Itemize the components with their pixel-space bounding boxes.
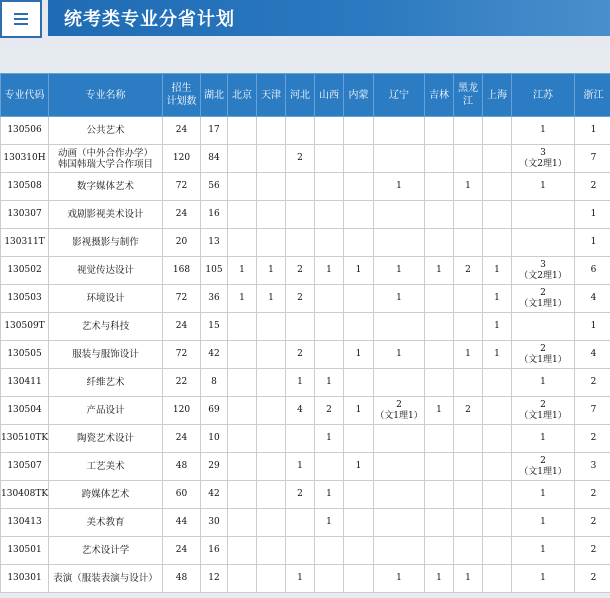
quota-cell xyxy=(425,285,454,313)
quota-cell xyxy=(228,509,257,537)
major-code-cell: 130505 xyxy=(1,341,49,369)
quota-cell: 1 xyxy=(228,257,257,285)
quota-cell: 20 xyxy=(163,229,201,257)
quota-cell xyxy=(286,537,315,565)
quota-cell: 1 xyxy=(315,481,344,509)
quota-cell xyxy=(374,117,425,145)
major-name-cell: 视觉传达设计 xyxy=(49,257,163,285)
quota-cell: 3 （文2理1） xyxy=(512,257,575,285)
quota-cell xyxy=(483,425,512,453)
quota-cell: 105 xyxy=(201,257,228,285)
quota-cell xyxy=(315,313,344,341)
major-name-cell: 公共艺术 xyxy=(49,117,163,145)
quota-cell xyxy=(344,117,374,145)
quota-cell xyxy=(257,509,286,537)
quota-cell xyxy=(315,537,344,565)
quota-cell: 1 xyxy=(483,341,512,369)
quota-cell xyxy=(425,537,454,565)
quota-cell: 1 xyxy=(575,229,610,257)
quota-cell xyxy=(483,509,512,537)
quota-cell: 4 xyxy=(575,285,610,313)
major-name-cell: 影视摄影与制作 xyxy=(49,229,163,257)
quota-cell: 1 xyxy=(315,509,344,537)
quota-cell xyxy=(228,173,257,201)
table-row xyxy=(1,453,610,481)
quota-cell xyxy=(483,201,512,229)
major-code-cell: 130413 xyxy=(1,509,49,537)
column-header: 江苏 xyxy=(512,74,575,117)
quota-cell xyxy=(315,117,344,145)
quota-cell xyxy=(374,313,425,341)
quota-cell: 2 （文1理1） xyxy=(374,397,425,425)
quota-cell xyxy=(257,341,286,369)
quota-cell: 1 xyxy=(454,565,483,593)
quota-cell xyxy=(257,537,286,565)
quota-cell: 1 xyxy=(228,285,257,313)
quota-cell xyxy=(425,145,454,173)
major-name-cell: 产品设计 xyxy=(49,397,163,425)
quota-cell xyxy=(483,453,512,481)
quota-cell xyxy=(286,229,315,257)
major-code-cell: 130504 xyxy=(1,397,49,425)
major-name-cell: 纤维艺术 xyxy=(49,369,163,397)
quota-cell: 2 xyxy=(575,509,610,537)
quota-cell: 7 xyxy=(575,145,610,173)
quota-cell xyxy=(483,481,512,509)
quota-cell: 1 xyxy=(575,201,610,229)
quota-cell xyxy=(374,509,425,537)
quota-cell xyxy=(512,229,575,257)
quota-cell: 1 xyxy=(512,425,575,453)
quota-cell: 56 xyxy=(201,173,228,201)
column-header: 内蒙 xyxy=(344,74,374,117)
quota-cell: 1 xyxy=(344,453,374,481)
quota-cell xyxy=(454,425,483,453)
quota-cell xyxy=(425,481,454,509)
table-row xyxy=(1,565,610,593)
quota-cell: 29 xyxy=(201,453,228,481)
quota-cell: 16 xyxy=(201,537,228,565)
quota-cell xyxy=(483,117,512,145)
quota-cell xyxy=(454,145,483,173)
quota-cell: 12 xyxy=(201,565,228,593)
quota-cell xyxy=(315,285,344,313)
quota-cell: 120 xyxy=(163,145,201,173)
quota-cell xyxy=(344,425,374,453)
column-header: 辽宁 xyxy=(374,74,425,117)
quota-cell xyxy=(315,341,344,369)
quota-cell xyxy=(228,397,257,425)
column-header: 黑龙江 xyxy=(454,74,483,117)
quota-cell: 22 xyxy=(163,369,201,397)
quota-cell: 1 xyxy=(512,509,575,537)
major-name-cell: 美术教育 xyxy=(49,509,163,537)
quota-cell xyxy=(228,453,257,481)
table-row xyxy=(1,509,610,537)
major-code-cell: 130507 xyxy=(1,453,49,481)
quota-cell xyxy=(228,201,257,229)
quota-cell: 1 xyxy=(425,397,454,425)
column-header: 天津 xyxy=(257,74,286,117)
quota-cell xyxy=(257,453,286,481)
quota-cell: 24 xyxy=(163,425,201,453)
quota-cell: 3 xyxy=(575,453,610,481)
column-header: 湖北 xyxy=(201,74,228,117)
quota-cell: 2 （文1理1） xyxy=(512,453,575,481)
quota-cell: 48 xyxy=(163,565,201,593)
major-code-cell: 130503 xyxy=(1,285,49,313)
quota-cell: 4 xyxy=(286,397,315,425)
quota-cell xyxy=(374,145,425,173)
quota-cell xyxy=(454,229,483,257)
column-header: 山西 xyxy=(315,74,344,117)
quota-cell: 1 xyxy=(512,173,575,201)
quota-cell xyxy=(315,201,344,229)
quota-cell: 3 （文2理1） xyxy=(512,145,575,173)
quota-cell xyxy=(257,313,286,341)
quota-cell: 1 xyxy=(344,257,374,285)
quota-cell: 1 xyxy=(374,173,425,201)
quota-cell xyxy=(228,369,257,397)
quota-cell: 1 xyxy=(512,117,575,145)
table-row xyxy=(1,313,610,341)
major-code-cell: 130411 xyxy=(1,369,49,397)
quota-cell xyxy=(228,565,257,593)
quota-cell xyxy=(344,313,374,341)
major-name-cell: 数字媒体艺术 xyxy=(49,173,163,201)
quota-cell xyxy=(454,453,483,481)
quota-cell: 1 xyxy=(374,565,425,593)
quota-cell xyxy=(425,341,454,369)
major-code-cell: 130501 xyxy=(1,537,49,565)
quota-cell: 7 xyxy=(575,397,610,425)
quota-cell: 16 xyxy=(201,201,228,229)
table-row xyxy=(1,425,610,453)
quota-cell: 2 xyxy=(575,537,610,565)
quota-cell: 1 xyxy=(454,341,483,369)
quota-cell: 15 xyxy=(201,313,228,341)
quota-cell: 1 xyxy=(257,285,286,313)
quota-cell xyxy=(425,369,454,397)
quota-cell: 72 xyxy=(163,173,201,201)
quota-cell xyxy=(425,425,454,453)
quota-cell: 48 xyxy=(163,453,201,481)
quota-cell xyxy=(454,537,483,565)
quota-cell xyxy=(257,145,286,173)
quota-cell xyxy=(228,229,257,257)
quota-cell: 2 xyxy=(454,257,483,285)
quota-cell: 2 xyxy=(575,481,610,509)
quota-cell: 4 xyxy=(575,341,610,369)
quota-cell: 44 xyxy=(163,509,201,537)
quota-cell xyxy=(425,509,454,537)
quota-cell xyxy=(257,481,286,509)
quota-cell: 1 xyxy=(483,313,512,341)
quota-cell: 24 xyxy=(163,201,201,229)
quota-cell xyxy=(454,481,483,509)
quota-cell xyxy=(454,117,483,145)
quota-cell xyxy=(344,565,374,593)
quota-cell xyxy=(228,145,257,173)
quota-cell xyxy=(454,509,483,537)
column-header: 北京 xyxy=(228,74,257,117)
quota-cell: 1 xyxy=(575,313,610,341)
column-header: 河北 xyxy=(286,74,315,117)
title-banner xyxy=(48,0,610,36)
quota-cell: 1 xyxy=(512,369,575,397)
quota-cell xyxy=(257,369,286,397)
quota-cell: 72 xyxy=(163,285,201,313)
quota-cell: 24 xyxy=(163,313,201,341)
major-code-cell: 130310H xyxy=(1,145,49,173)
quota-cell xyxy=(512,313,575,341)
quota-cell: 1 xyxy=(425,565,454,593)
quota-cell: 24 xyxy=(163,537,201,565)
quota-cell: 1 xyxy=(344,341,374,369)
major-name-cell: 戏剧影视美术设计 xyxy=(49,201,163,229)
quota-cell xyxy=(454,313,483,341)
major-name-cell: 陶瓷艺术设计 xyxy=(49,425,163,453)
quota-cell: 2 xyxy=(575,425,610,453)
quota-cell: 2 xyxy=(575,369,610,397)
table-header-row xyxy=(1,74,610,117)
quota-cell xyxy=(257,229,286,257)
table-row xyxy=(1,257,610,285)
quota-cell xyxy=(344,201,374,229)
quota-cell xyxy=(483,369,512,397)
quota-cell: 120 xyxy=(163,397,201,425)
quota-cell xyxy=(483,565,512,593)
quota-cell xyxy=(483,537,512,565)
quota-cell: 1 xyxy=(512,565,575,593)
quota-cell xyxy=(257,425,286,453)
quota-cell: 69 xyxy=(201,397,228,425)
quota-cell: 1 xyxy=(374,285,425,313)
table-body xyxy=(1,117,610,593)
major-name-cell: 艺术与科技 xyxy=(49,313,163,341)
major-code-cell: 130508 xyxy=(1,173,49,201)
quota-cell: 1 xyxy=(425,257,454,285)
quota-cell xyxy=(425,313,454,341)
quota-cell: 24 xyxy=(163,117,201,145)
quota-cell: 1 xyxy=(374,257,425,285)
quota-cell: 2 xyxy=(575,173,610,201)
quota-cell xyxy=(344,481,374,509)
quota-cell xyxy=(286,201,315,229)
quota-cell xyxy=(483,229,512,257)
quota-cell xyxy=(257,397,286,425)
quota-cell: 13 xyxy=(201,229,228,257)
quota-cell xyxy=(344,509,374,537)
table-row xyxy=(1,201,610,229)
quota-cell: 2 （文1理1） xyxy=(512,397,575,425)
quota-cell xyxy=(228,313,257,341)
quota-cell xyxy=(454,285,483,313)
quota-cell: 2 xyxy=(315,397,344,425)
quota-cell: 42 xyxy=(201,481,228,509)
quota-cell: 2 xyxy=(286,481,315,509)
menu-icon xyxy=(14,13,28,26)
quota-cell xyxy=(315,453,344,481)
quota-cell xyxy=(425,453,454,481)
major-name-cell: 服装与服饰设计 xyxy=(49,341,163,369)
table-row xyxy=(1,285,610,313)
quota-cell xyxy=(286,425,315,453)
quota-cell xyxy=(315,565,344,593)
quota-cell xyxy=(228,425,257,453)
quota-cell xyxy=(344,537,374,565)
quota-cell: 60 xyxy=(163,481,201,509)
quota-cell: 36 xyxy=(201,285,228,313)
quota-cell xyxy=(483,397,512,425)
quota-cell: 1 xyxy=(374,341,425,369)
quota-cell: 2 （文1理1） xyxy=(512,341,575,369)
table-row xyxy=(1,397,610,425)
table-row xyxy=(1,481,610,509)
quota-cell: 2 xyxy=(286,341,315,369)
major-code-cell: 130301 xyxy=(1,565,49,593)
major-name-cell: 表演（服装表演与设计） xyxy=(49,565,163,593)
column-header: 上海 xyxy=(483,74,512,117)
quota-cell: 8 xyxy=(201,369,228,397)
quota-cell xyxy=(315,145,344,173)
quota-cell xyxy=(425,173,454,201)
table-row xyxy=(1,229,610,257)
quota-cell: 1 xyxy=(286,369,315,397)
quota-cell xyxy=(374,369,425,397)
quota-cell xyxy=(483,173,512,201)
quota-cell: 1 xyxy=(575,117,610,145)
quota-cell: 1 xyxy=(512,481,575,509)
column-header: 浙江 xyxy=(575,74,610,117)
quota-cell xyxy=(228,537,257,565)
quota-cell xyxy=(425,117,454,145)
quota-cell: 42 xyxy=(201,341,228,369)
column-header: 招生 计划数 xyxy=(163,74,201,117)
quota-cell: 2 xyxy=(454,397,483,425)
major-code-cell: 130408TK xyxy=(1,481,49,509)
quota-cell xyxy=(425,229,454,257)
quota-cell xyxy=(286,117,315,145)
quota-cell: 2 （文1理1） xyxy=(512,285,575,313)
quota-cell: 2 xyxy=(286,285,315,313)
major-name-cell: 跨媒体艺术 xyxy=(49,481,163,509)
quota-cell xyxy=(374,453,425,481)
quota-cell xyxy=(344,229,374,257)
quota-cell xyxy=(374,229,425,257)
quota-cell: 1 xyxy=(286,453,315,481)
quota-cell xyxy=(374,481,425,509)
quota-cell xyxy=(425,201,454,229)
column-header: 吉林 xyxy=(425,74,454,117)
quota-cell: 1 xyxy=(512,537,575,565)
quota-cell xyxy=(374,537,425,565)
quota-cell xyxy=(286,509,315,537)
quota-cell xyxy=(344,145,374,173)
quota-cell xyxy=(483,145,512,173)
major-code-cell: 130510TK xyxy=(1,425,49,453)
quota-cell: 10 xyxy=(201,425,228,453)
quota-cell: 1 xyxy=(483,257,512,285)
quota-cell xyxy=(315,229,344,257)
plan-table-container xyxy=(0,73,610,598)
quota-cell xyxy=(512,201,575,229)
page-title: 统考类专业分省计划 xyxy=(64,9,235,30)
quota-cell xyxy=(228,481,257,509)
table-row xyxy=(1,537,610,565)
quota-cell: 2 xyxy=(575,565,610,593)
quota-cell xyxy=(286,173,315,201)
quota-cell: 72 xyxy=(163,341,201,369)
quota-cell xyxy=(344,173,374,201)
quota-cell xyxy=(257,117,286,145)
quota-cell xyxy=(374,201,425,229)
major-name-cell: 工艺美术 xyxy=(49,453,163,481)
quota-cell xyxy=(344,369,374,397)
quota-cell xyxy=(454,369,483,397)
quota-cell: 168 xyxy=(163,257,201,285)
quota-cell xyxy=(228,341,257,369)
quota-cell: 2 xyxy=(286,257,315,285)
quota-cell: 1 xyxy=(344,397,374,425)
quota-cell: 2 xyxy=(286,145,315,173)
quota-cell xyxy=(257,201,286,229)
quota-cell: 6 xyxy=(575,257,610,285)
quota-cell xyxy=(286,313,315,341)
quota-cell: 1 xyxy=(315,425,344,453)
major-name-cell: 动画（中外合作办学） 韩国韩瑞大学合作项目 xyxy=(49,145,163,173)
quota-cell xyxy=(228,117,257,145)
quota-cell: 1 xyxy=(257,257,286,285)
major-code-cell: 130506 xyxy=(1,117,49,145)
quota-cell xyxy=(315,173,344,201)
quota-cell: 1 xyxy=(286,565,315,593)
table-row xyxy=(1,173,610,201)
major-code-cell: 130502 xyxy=(1,257,49,285)
quota-cell xyxy=(374,425,425,453)
table-row xyxy=(1,341,610,369)
quota-cell xyxy=(257,173,286,201)
menu-button[interactable] xyxy=(0,0,42,38)
quota-cell: 30 xyxy=(201,509,228,537)
quota-cell: 1 xyxy=(315,369,344,397)
quota-cell: 1 xyxy=(483,285,512,313)
quota-cell: 17 xyxy=(201,117,228,145)
column-header: 专业代码 xyxy=(1,74,49,117)
major-name-cell: 艺术设计学 xyxy=(49,537,163,565)
major-name-cell: 环境设计 xyxy=(49,285,163,313)
major-code-cell: 130509T xyxy=(1,313,49,341)
quota-cell xyxy=(454,201,483,229)
major-code-cell: 130311T xyxy=(1,229,49,257)
quota-cell xyxy=(257,565,286,593)
table-row xyxy=(1,145,610,173)
column-header: 专业名称 xyxy=(49,74,163,117)
plan-table xyxy=(0,73,610,593)
table-row xyxy=(1,117,610,145)
quota-cell: 1 xyxy=(315,257,344,285)
table-row xyxy=(1,369,610,397)
quota-cell: 84 xyxy=(201,145,228,173)
quota-cell xyxy=(344,285,374,313)
quota-cell: 1 xyxy=(454,173,483,201)
major-code-cell: 130307 xyxy=(1,201,49,229)
